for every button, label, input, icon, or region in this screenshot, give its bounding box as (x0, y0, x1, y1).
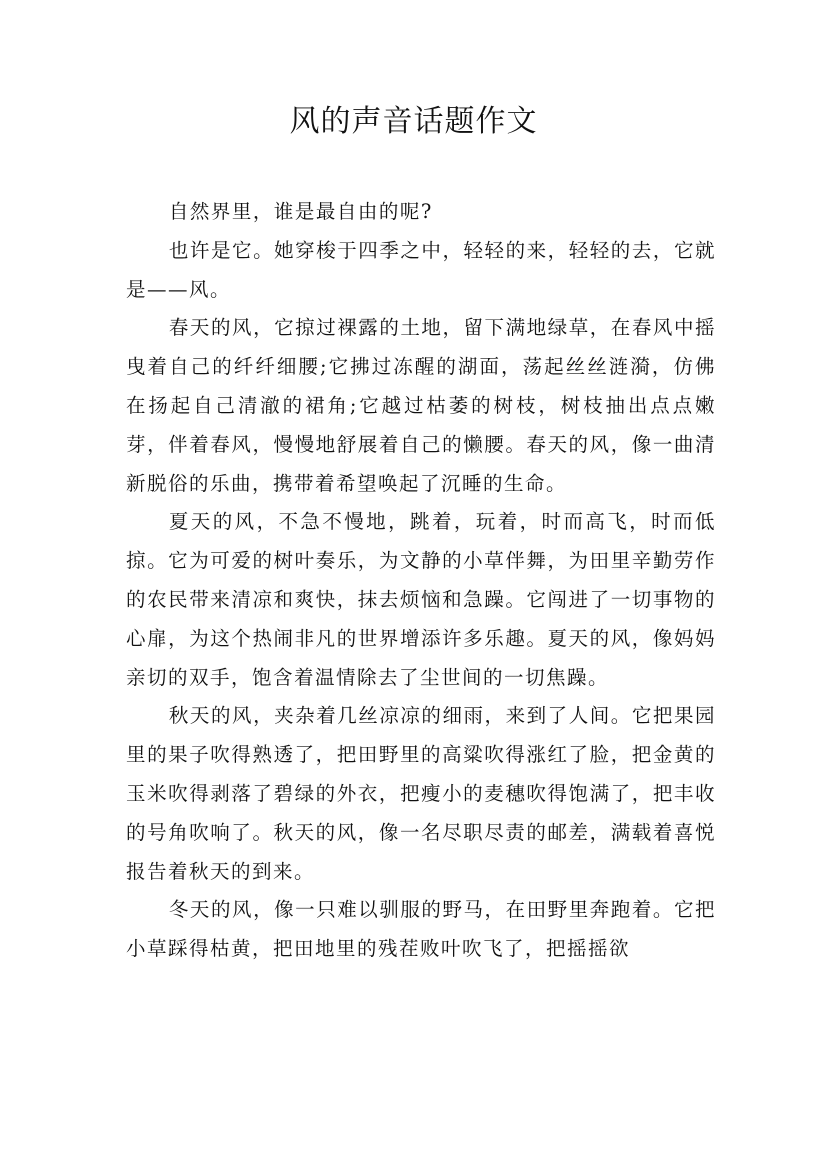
document-body (126, 193, 716, 969)
paragraph: 自然界里，谁是最自由的呢? (168, 200, 433, 223)
paragraph: 春天的风，它掠过裸露的土地，留下满地绿草，在春风中摇曳着自己的纤纤细腰;它拂过冻醒的湖面，荡起丝丝涟漪，仿佛在扬起自己清澈的裙角;它越过枯萎的树枝，树枝抽出点点嫩芽，伴着春风，慢慢地舒展着自己的懒腰。春天的风，像一曲清新脱俗的乐曲，携带着希望唤起了沉睡的生命。 (126, 316, 716, 495)
paragraph: 夏天的风，不急不慢地，跳着，玩着，时而高飞，时而低掠。它为可爱的树叶奏乐，为文静的小草伴舞，为田里辛勤劳作的农民带来清凉和爽快，抹去烦恼和急躁。它闯进了一切事物的心扉，为这个热闹非凡的世界增添许多乐趣。夏天的风，像妈妈亲切的双手，饱含着温情除去了尘世间的一切焦躁。 (126, 510, 716, 689)
paragraph: 也许是它。她穿梭于四季之中，轻轻的来，轻轻的去，它就是——风。 (126, 238, 716, 301)
paragraph: 秋天的风，夹杂着几丝凉凉的细雨，来到了人间。它把果园里的果子吹得熟透了，把田野里的高粱吹得涨红了脸，把金黄的玉米吹得剥落了碧绿的外衣，把瘦小的麦穗吹得饱满了，把丰收的号角吹响了。秋天的风，像一名尽职尽责的邮差，满载着喜悦报告着秋天的到来。 (126, 704, 716, 883)
document-title: 风的声音话题作文 (289, 104, 538, 139)
paragraph: 冬天的风，像一只难以驯服的野马，在田野里奔跑着。它把小草踩得枯黄，把田地里的残茬败叶吹飞了，把摇摇欲 (126, 898, 716, 961)
